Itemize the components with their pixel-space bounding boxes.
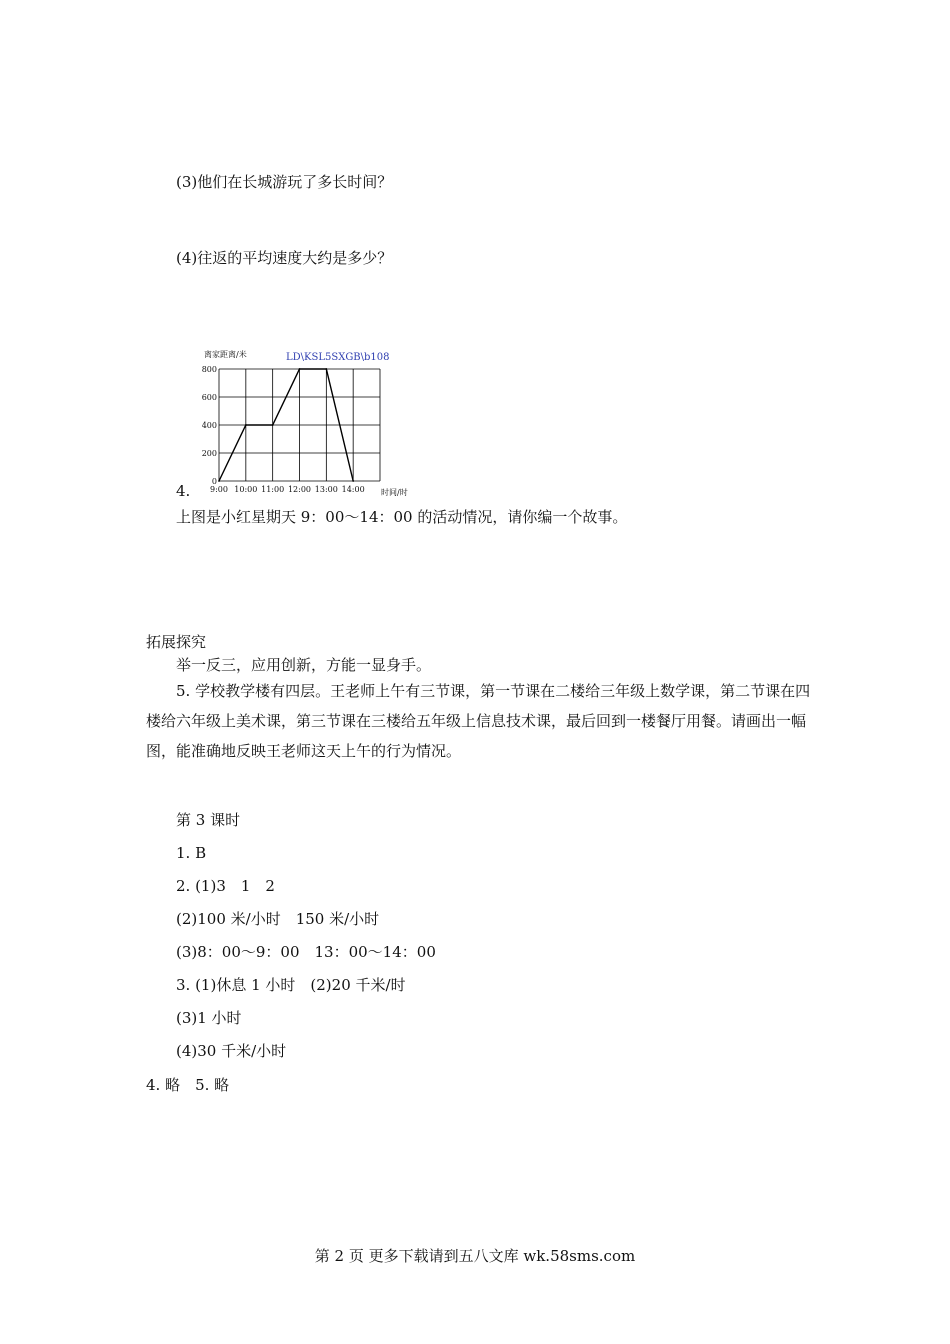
y-axis-title: 离家距离/米 [204,350,247,359]
y-tick-label: 0 [211,477,217,486]
question-3-3: (3)他们在长城游玩了多长时间？ [176,173,393,191]
answers-heading: 第 3 课时 [176,811,241,829]
x-tick-label: 12:00 [287,485,312,494]
data-point [299,368,301,370]
image-code-label: LD\KSL5SXGB\b108 [286,352,390,363]
data-point [245,424,247,426]
section-subtitle: 举一反三，应用创新，方能一显身手。 [176,656,432,674]
y-tick-label: 400 [201,421,217,430]
answer-1: 1. B [176,844,207,862]
x-tick-label: 11:00 [261,485,285,494]
section-title: 拓展探究 [146,633,207,651]
data-point [352,480,354,482]
answer-2-3: (3)8：00～9：00 13：00～14：00 [176,943,436,961]
question-4-text: 上图是小红星期天 9：00～14：00 的活动情况，请你编一个故事。 [176,508,628,526]
answer-3-4: (4)30 千米/小时 [176,1042,287,1060]
answer-2-1: 2. (1)3 1 2 [176,877,275,895]
answer-2-2: (2)100 米/小时 150 米/小时 [176,910,380,928]
x-tick-label: 9:00 [210,485,228,494]
data-point [325,368,327,370]
x-tick-label: 13:00 [314,485,338,494]
page-footer: 第 2 页 更多下载请到五八文库 wk.58sms.com [314,1247,636,1265]
chart-svg [196,345,416,500]
answer-4-5: 4. 略 5. 略 [146,1076,230,1094]
question-5: 5. 学校教学楼有四层。王老师上午有三节课，第一节课在二楼给三年级上数学课，第二节课在四楼给六年级上美术课，第三节课在三楼给五年级上信息技术课，最后回到一楼餐厅用餐。请画出一幅图，能准确地反映王老师这天上午的行为情况。 [146,682,811,760]
data-point [218,480,220,482]
x-axis-title: 时间/时 [381,488,408,497]
answer-3-1: 3. (1)休息 1 小时 (2)20 千米/时 [176,976,406,994]
answer-3-3: (3)1 小时 [176,1009,242,1027]
distance-time-chart [196,345,416,500]
y-tick-label: 800 [201,365,217,374]
x-tick-label: 14:00 [341,485,365,494]
data-point [272,424,274,426]
question-3-4: (4)往返的平均速度大约是多少？ [176,249,393,267]
y-tick-label: 600 [201,393,217,402]
x-tick-label: 10:00 [234,485,258,494]
question-4-number: 4. [176,482,191,500]
y-tick-label: 200 [201,449,217,458]
